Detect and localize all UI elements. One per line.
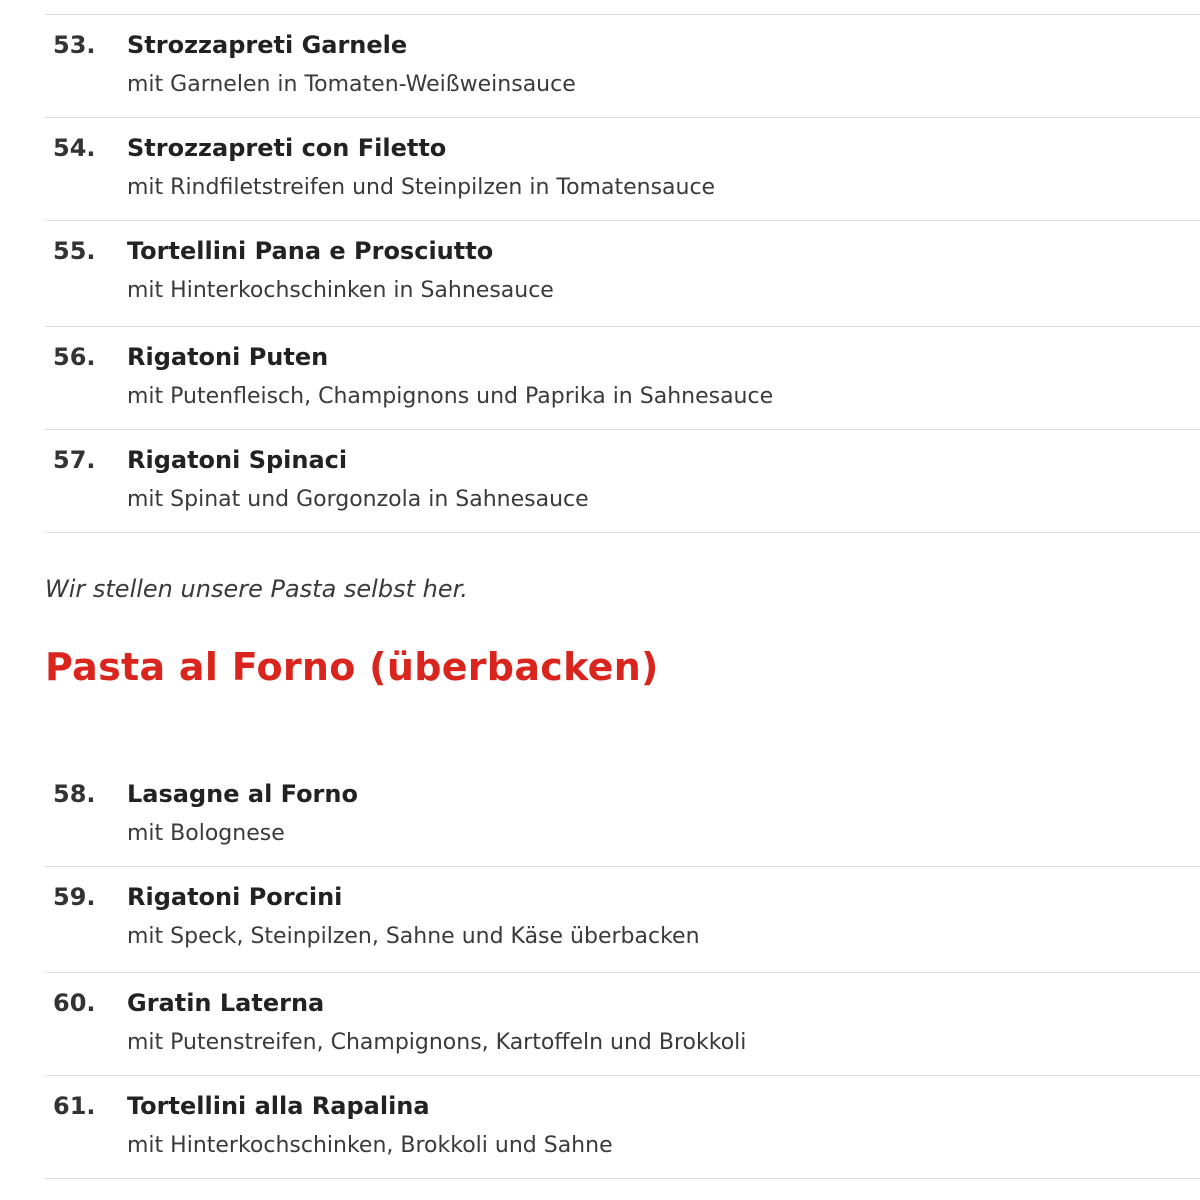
item-description: mit Putenstreifen, Champignons, Kartoffeln und Brokkoli: [127, 1030, 747, 1055]
menu-item: [45, 221, 1200, 327]
menu-item: [45, 118, 1200, 221]
menu-item: [45, 764, 1200, 867]
item-name: Tortellini alla Rapalina: [127, 1092, 430, 1120]
item-name: Rigatoni Porcini: [127, 883, 343, 911]
menu-item: [45, 430, 1200, 533]
pasta-al-forno-list: [45, 764, 1200, 1179]
item-number: 58.: [53, 780, 96, 808]
item-name: Tortellini Pana e Prosciutto: [127, 237, 494, 265]
house-made-pasta-note: Wir stellen unsere Pasta selbst her.: [45, 575, 468, 603]
item-name: Strozzapreti Garnele: [127, 31, 408, 59]
section-spacer: [45, 713, 1200, 764]
item-name: Rigatoni Spinaci: [127, 446, 348, 474]
item-number: 55.: [53, 237, 96, 265]
item-description: mit Speck, Steinpilzen, Sahne und Käse überbacken: [127, 924, 700, 949]
menu-item: [45, 15, 1200, 118]
pasta-menu-list: [45, 15, 1200, 533]
menu-item: [45, 867, 1200, 973]
menu-item: [45, 1076, 1200, 1179]
item-number: 59.: [53, 883, 96, 911]
item-name: Strozzapreti con Filetto: [127, 134, 447, 162]
item-number: 61.: [53, 1092, 96, 1120]
menu-item: [45, 327, 1200, 430]
item-name: Lasagne al Forno: [127, 780, 358, 808]
item-description: mit Rindfiletstreifen und Steinpilzen in Tomatensauce: [127, 175, 716, 200]
item-description: mit Hinterkochschinken in Sahnesauce: [127, 278, 554, 303]
menu-item: [45, 973, 1200, 1076]
item-name: Gratin Laterna: [127, 989, 325, 1017]
item-number: 53.: [53, 31, 96, 59]
item-number: 54.: [53, 134, 96, 162]
item-number: 60.: [53, 989, 96, 1017]
item-description: mit Spinat und Gorgonzola in Sahnesauce: [127, 487, 589, 512]
item-description: mit Putenfleisch, Champignons und Paprika in Sahnesauce: [127, 384, 774, 409]
item-description: mit Hinterkochschinken, Brokkoli und Sahne: [127, 1133, 613, 1158]
item-description: mit Garnelen in Tomaten-Weißweinsauce: [127, 72, 576, 97]
item-name: Rigatoni Puten: [127, 343, 329, 371]
item-number: 57.: [53, 446, 96, 474]
item-description: mit Bolognese: [127, 821, 285, 846]
section-title: Pasta al Forno (überbacken): [45, 645, 659, 689]
item-number: 56.: [53, 343, 96, 371]
menu-content: [45, 0, 1200, 1179]
divider: [45, 0, 1200, 15]
